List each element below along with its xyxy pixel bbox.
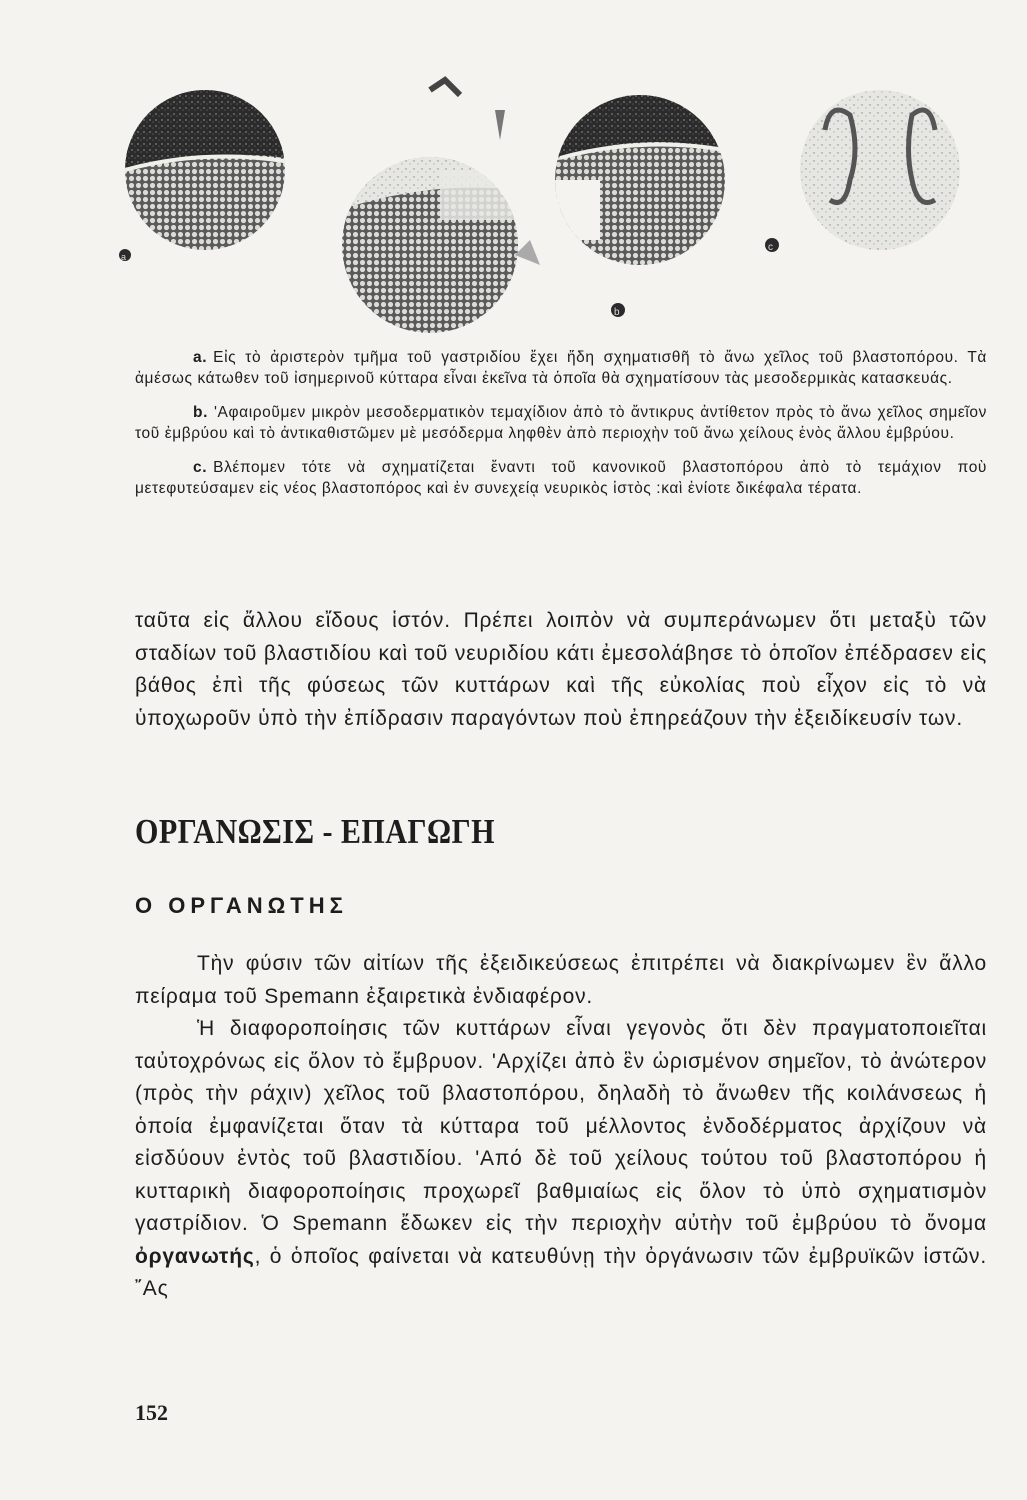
page-number: 152 — [135, 1400, 168, 1425]
caption-text: Βλέπομεν τότε νὰ σχηματίζεται ἔναντι τοῦ κανονικοῦ βλαστοπόρου ἀπὸ τὸ τεμάχιον ποὺ μετεφυτεύσαμεν εἰς νέος βλαστοπόρος καὶ ἐν συνεχείᾳ νευρικὸς ἱστὸς :καὶ ἐνίοτε δικέφαλα τέρατα. — [135, 459, 987, 497]
label-c: c — [768, 242, 773, 253]
arrow-up-icon — [495, 110, 505, 140]
caption-label: a. — [193, 349, 208, 366]
intro-paragraph-block — [135, 605, 987, 735]
figure-captions — [135, 347, 987, 512]
label-b: b — [614, 307, 620, 318]
intro-paragraph: ταῦτα εἰς ἄλλου εἴδους ἱστόν. Πρέπει λοιπὸν νὰ συμπεράνωμεν ὅτι μεταξὺ τῶν σταδίων τοῦ βλαστιδίου καὶ τοῦ νευριδίου κάτι ἐμεσολάβησε τὸ ὁποῖον ἐπέδρασεν εἰς βάθος ἐπὶ τῆς φύσεως τῶν κυττάρων καὶ τῆς εὐκολίας ποὺ εἶχον εἰς τὸ νὰ ὑποχωροῦν ὑπὸ τὴν ἐπίδρασιν παραγόντων ποὺ ἐπηρεάζουν τὴν ἐξειδίκευσίν των. — [135, 609, 987, 730]
embryo-b — [340, 155, 520, 335]
paragraph-2 — [135, 1013, 987, 1306]
arrow-down-icon — [515, 240, 540, 265]
label-a: a — [121, 252, 127, 262]
caption-c — [135, 457, 987, 499]
organizer-term: ὀργανωτής — [135, 1244, 255, 1268]
paragraph-2-end: , ὁ ὁποῖος φαίνεται νὰ κατευθύνῃ τὴν ὀργάνωσιν τῶν ἐμβρυϊκῶν ἱστῶν. ῎Ας — [135, 1244, 987, 1300]
chapter-title: ΟΡΓΑΝΩΣΙΣ - ΕΠΑΓΩΓΗ — [135, 812, 495, 851]
caption-a — [135, 347, 987, 389]
caption-text: 'Αφαιροῦμεν μικρὸν μεσοδερματικὸν τεμαχίδιον ἀπὸ τὸ ἄντικρυς ἀντίθετον πρὸς τὸ ἄνω χεῖλος σημεῖον τοῦ ἐμβρύου καὶ τὸ ἀντικαθιστῶμεν μὲ μεσόδερμα ληφθὲν ἀπὸ περιοχὴν τοῦ ἄνω χείλους ἑνὸς ἄλλου ἐμβρύου. — [135, 404, 987, 442]
embryo-illustration — [100, 70, 1000, 340]
embryo-result — [795, 85, 965, 255]
paragraph-2-text: Ἡ διαφοροποίησις τῶν κυττάρων εἶναι γεγονὸς ὅτι δὲν πραγματοποιεῖται ταὐτοχρόνως εἰς ὅλον τὸ ἔμβρυον. 'Αρχίζει ἀπὸ ἓν ὡρισμένον σημεῖον, τὸ ἀνώτερον (πρὸς τὴν ράχιν) χεῖλος τοῦ βλαστοπόρου, δηλαδὴ τὸ ἄνωθεν τῆς κοιλάνσεως ἡ ὁποία ἐμφανίζεται ὅταν τὰ κύτταρα τοῦ μέλλοντος ἐνδοδέρματος ἀρχίζουν νὰ εἰσδύουν ἐντὸς τοῦ βλαστιδίου. 'Από δὲ τοῦ χείλους τούτου τοῦ βλαστοπόρου ἡ κυτταρικὴ διαφοροποίησις προχωρεῖ βαθμιαίως εἰς ὅλον τὸ ὑπὸ σχηματισμὸν γαστρίδιον. Ὁ Spemann ἔδωκεν εἰς τὴν περιοχὴν αὐτὴν τοῦ ἐμβρύου τὸ ὄνομα — [135, 1017, 987, 1235]
paragraph-1: Τὴν φύσιν τῶν αἰτίων τῆς ἐξειδικεύσεως ἐπιτρέπει νὰ διακρίνωμεν ἓν ἄλλο πείραμα τοῦ Spemann ἐξαιρετικὰ ἐνδιαφέρον. — [135, 952, 987, 1008]
section-title: Ο ΟΡΓΑΝΩΤΗΣ — [135, 893, 348, 918]
embryo-figure — [100, 70, 1000, 340]
embryo-c — [550, 90, 730, 270]
caption-text: Εἰς τὸ ἀριστερὸν τμῆμα τοῦ γαστριδίου ἔχει ἤδη σχηματισθῆ τὸ ἄνω χεῖλος τοῦ βλαστοπόρου. Τὰ ἀμέσως κάτωθεν τοῦ ἰσημερινοῦ κύτταρα εἶναι ἐκεῖνα τὰ ὁποῖα θὰ σχηματίσουν τὰς μεσοδερμικὰς κατασκευάς. — [135, 349, 987, 387]
transplant-strip — [430, 80, 460, 95]
caption-label: b. — [193, 404, 208, 421]
caption-b — [135, 402, 987, 444]
main-text — [135, 948, 987, 1306]
caption-label: c. — [193, 459, 208, 476]
embryo-a — [120, 85, 300, 265]
